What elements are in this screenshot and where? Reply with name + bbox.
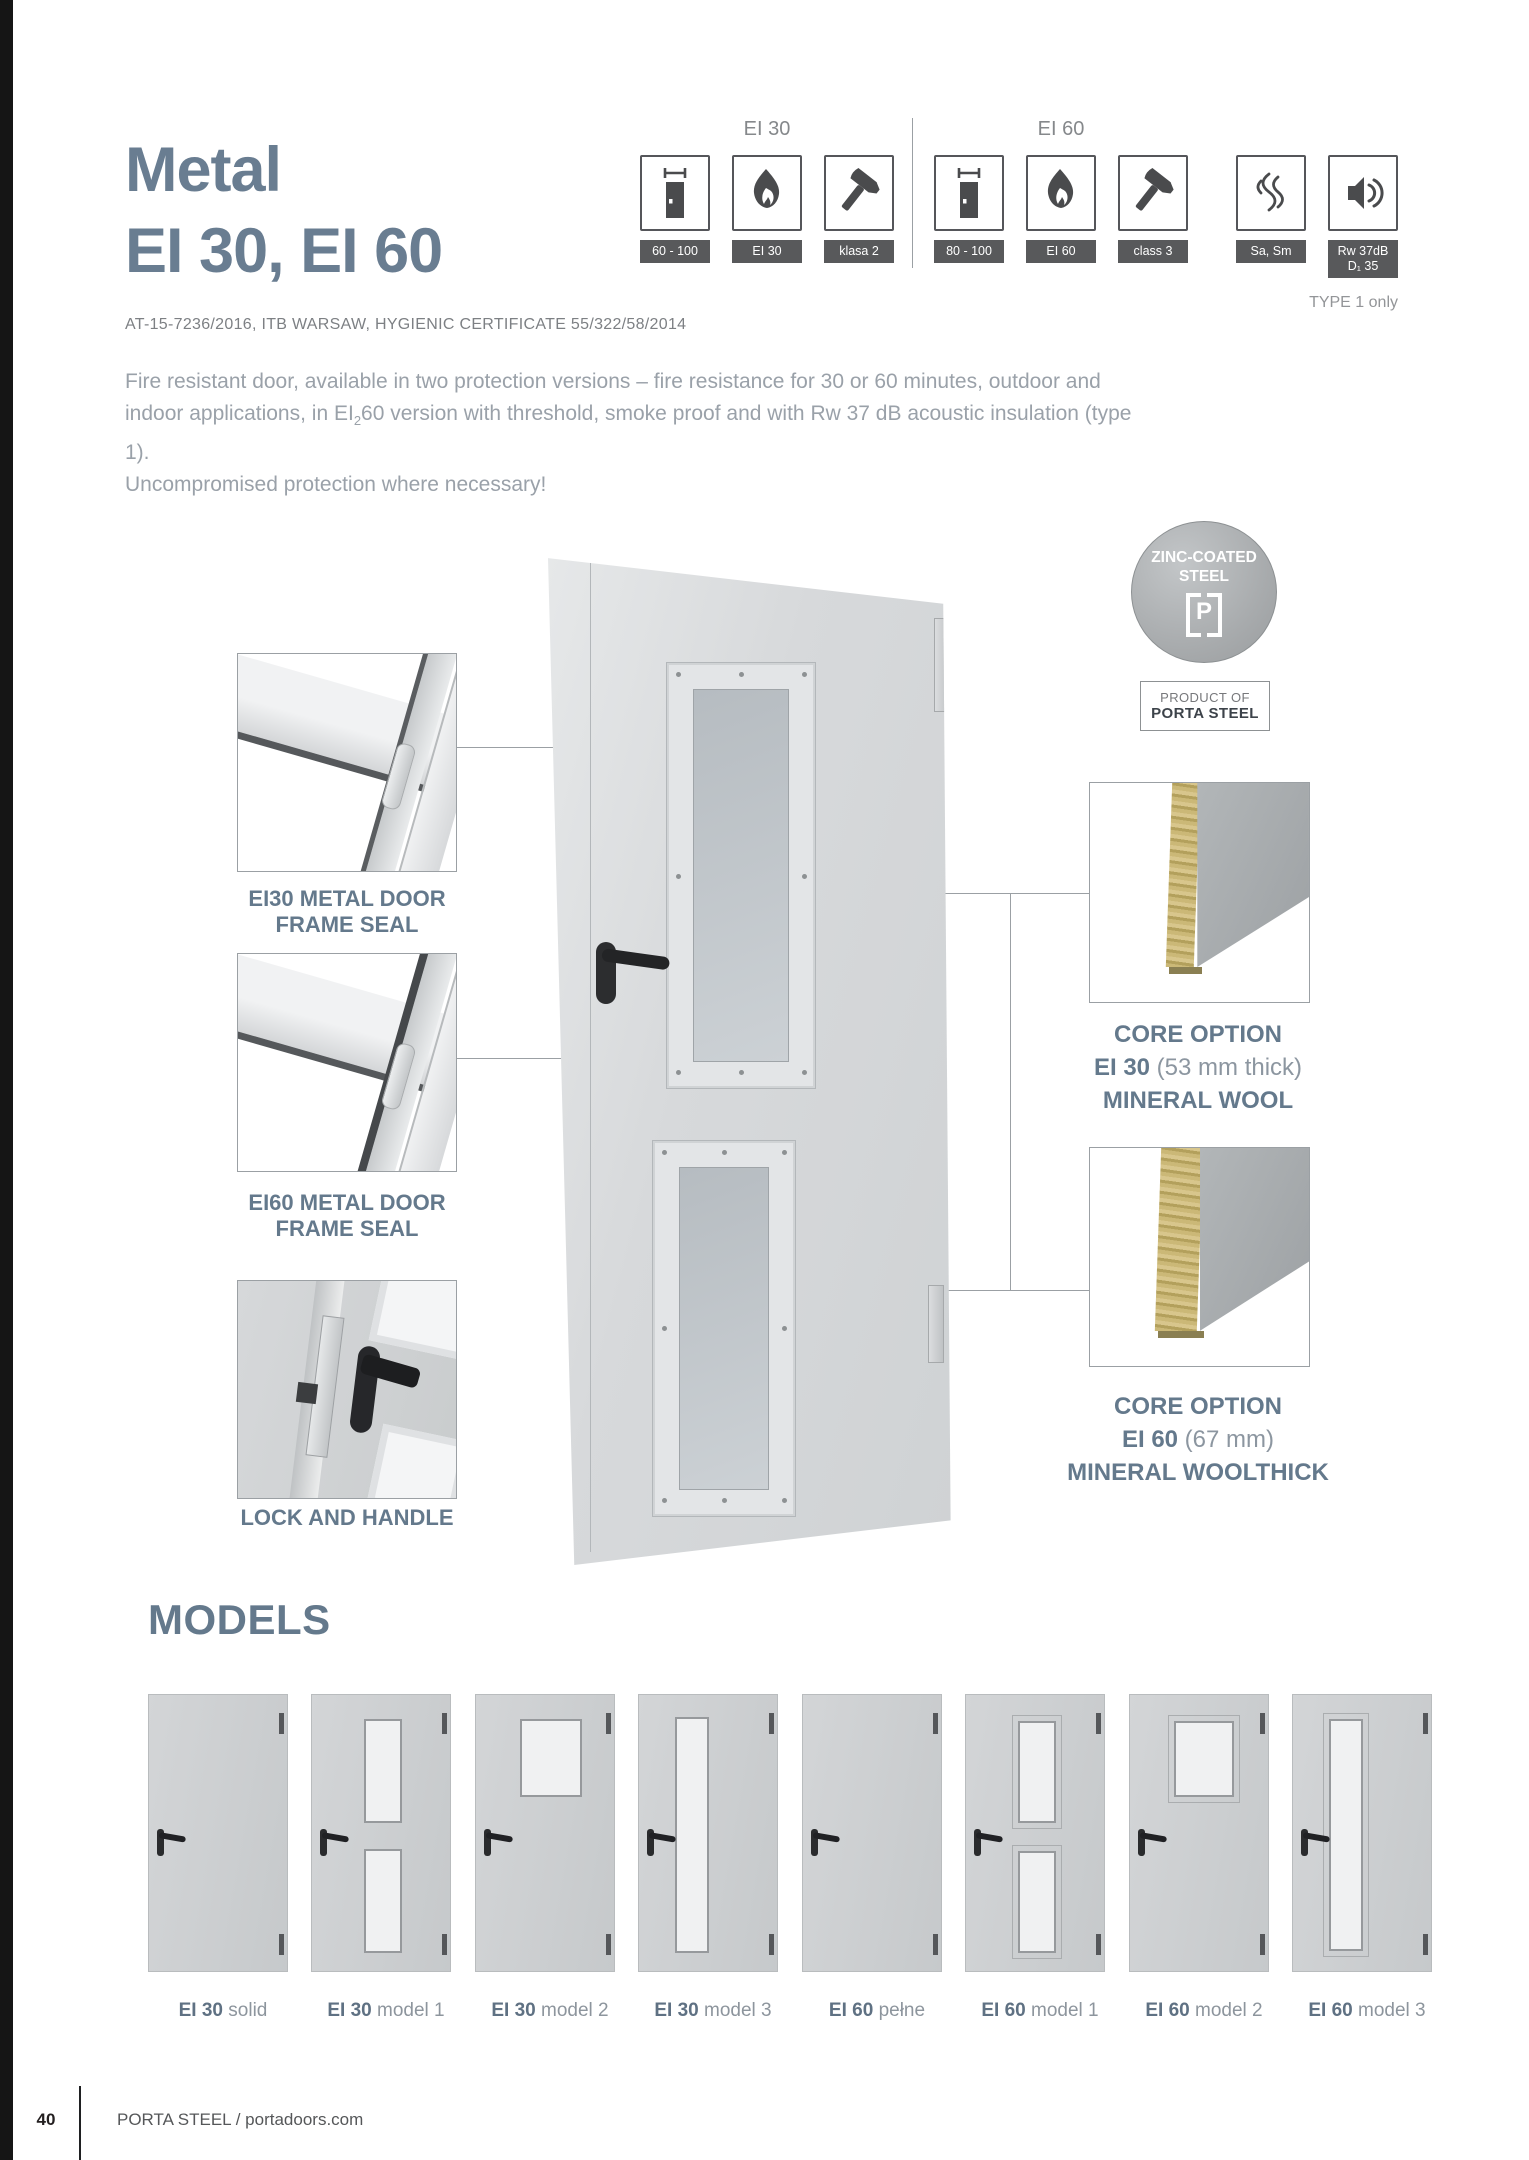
core-ei30-caption: [1048, 1018, 1348, 1117]
model-name: EI 30: [491, 2000, 536, 2021]
hinge: [606, 1934, 611, 1955]
model-name: EI 30: [178, 2000, 223, 2021]
rating-group-divider: [912, 118, 913, 268]
core-caption-model: [1048, 1051, 1348, 1084]
hinge: [1260, 1934, 1265, 1955]
lock-illustration: [238, 1281, 456, 1498]
model-name: EI 30: [327, 2000, 372, 2021]
description-line2-post: 60 version with threshold, smoke proof and with Rw 37 dB acoustic insulation (type 1).: [125, 402, 1132, 465]
model-label: [148, 2000, 298, 2022]
window-screws: [662, 1150, 667, 1155]
panel-foot: [1169, 967, 1202, 974]
model-door-image: [638, 1694, 778, 1972]
rating-label: klasa 2: [824, 240, 894, 263]
door-hinge-bottom: [928, 1285, 944, 1363]
type-1-only-note: TYPE 1 only: [1309, 294, 1398, 311]
rating-group-ei60-label: EI 60: [1037, 118, 1085, 140]
model-name: EI 60: [1308, 2000, 1353, 2021]
smoke-icon: [1236, 155, 1306, 231]
core-material: MINERAL WOOLTHICK: [1067, 1459, 1329, 1486]
model-label: [802, 2000, 952, 2022]
steel-face: [1200, 1148, 1310, 1331]
rating-ei60-acoustic: [1328, 155, 1398, 278]
description-line2-sub: 2: [353, 413, 362, 429]
rating-ei60-smoke: [1236, 155, 1306, 263]
core-detail: (53 mm thick): [1150, 1054, 1303, 1081]
door-window-glass: [679, 1167, 769, 1490]
connector-line: [457, 747, 560, 748]
logo-letter: P: [1195, 597, 1212, 625]
models-section-heading: MODELS: [148, 1596, 331, 1643]
door-window: [364, 1719, 402, 1823]
model-label: [1129, 2000, 1279, 2022]
rating-label: 60 - 100: [640, 240, 710, 263]
door-window: [1018, 1851, 1056, 1953]
connector-line: [1010, 893, 1011, 1290]
mineral-wool-core: [1166, 783, 1201, 967]
core-model: EI 60: [1121, 1426, 1179, 1453]
model-name: EI 60: [1145, 2000, 1190, 2021]
hinge: [442, 1934, 447, 1955]
model-variant: pełne: [873, 2000, 926, 2021]
model-door-image: [311, 1694, 451, 1972]
rating-label: 80 - 100: [934, 240, 1004, 263]
description-line1: Fire resistant door, available in two protection versions – fire resistance for 30 or 60 minutes, outdoor and: [125, 370, 1101, 393]
model-card-ei30-model3: [638, 1692, 788, 1975]
description-line3: Uncompromised protection where necessary!: [125, 473, 547, 497]
door-window: [520, 1719, 582, 1797]
core-ei60-caption: [1048, 1390, 1348, 1489]
rating-ei30-fire: [732, 155, 802, 263]
core-model: EI 30: [1093, 1054, 1151, 1081]
model-label: [1292, 2000, 1442, 2022]
door-window: [1018, 1721, 1056, 1823]
door-width-icon: [640, 155, 710, 231]
door-leaf-seam: [590, 562, 591, 1552]
door-window: [675, 1717, 709, 1953]
caption-line1: EI60 METAL DOOR: [248, 1190, 446, 1215]
hinge: [606, 1713, 611, 1734]
model-label: [475, 2000, 625, 2022]
zinc-badge-line2: STEEL: [1179, 567, 1229, 585]
core-caption-model: [1048, 1423, 1348, 1456]
rating-ei30-width: [640, 155, 710, 263]
rating-ei30-mechanical: [824, 155, 894, 263]
speaker-icon: [1328, 155, 1398, 231]
model-variant: model 3: [1352, 2000, 1426, 2021]
model-label: [965, 2000, 1115, 2022]
door-window-bottom: [652, 1140, 796, 1517]
model-card-ei60-model1: [965, 1692, 1115, 1975]
ei60-frame-seal-image: [237, 953, 457, 1172]
panel-foot: [1158, 1331, 1204, 1338]
rating-ei60-fire: [1026, 155, 1096, 263]
flame-icon: [732, 155, 802, 231]
core-ei30-image: [1089, 782, 1310, 1003]
core-caption-heading: CORE OPTION: [1113, 1393, 1282, 1420]
model-variant: model 3: [698, 2000, 772, 2021]
hinge: [442, 1713, 447, 1734]
rating-ei60-mechanical: [1118, 155, 1188, 263]
rating-label: EI 30: [732, 240, 802, 263]
rating-label-acoustic: [1328, 240, 1398, 278]
hinge: [279, 1713, 284, 1734]
rating-group-ei30-label: EI 30: [743, 118, 791, 140]
model-card-ei60-model2: [1129, 1692, 1279, 1975]
hinge: [933, 1934, 938, 1955]
hinge: [1423, 1934, 1428, 1955]
model-card-ei30-model2: [475, 1692, 625, 1975]
footer-divider: [79, 2086, 81, 2160]
model-card-ei30-model1: [311, 1692, 461, 1975]
rating-label: class 3: [1118, 240, 1188, 263]
model-card-ei30-solid: [148, 1692, 298, 1975]
model-variant: model 2: [535, 2000, 609, 2021]
footer-text: PORTA STEEL / portadoors.com: [117, 2110, 364, 2129]
acoustic-label-line2: D₁ 35: [1347, 259, 1379, 273]
product-of-porta-steel-badge: [1140, 681, 1270, 731]
hinge: [1423, 1713, 1428, 1734]
product-of-line2: PORTA STEEL: [1151, 705, 1259, 722]
hinge: [769, 1934, 774, 1955]
steel-face: [1197, 783, 1309, 967]
model-variant: model 2: [1189, 2000, 1263, 2021]
window-screws: [676, 672, 681, 677]
page-binding-strip: [0, 0, 13, 2160]
model-door-image: [475, 1694, 615, 1972]
door-window: [1174, 1721, 1234, 1797]
frame-seal-illustration: [238, 654, 456, 871]
core-ei60-image: [1089, 1147, 1310, 1367]
hinge: [933, 1713, 938, 1734]
lock-bolt: [296, 1382, 318, 1404]
hammer-icon: [824, 155, 894, 231]
hinge: [279, 1934, 284, 1955]
lock-and-handle-image: [237, 1280, 457, 1499]
ei30-frame-seal-caption: [217, 886, 477, 938]
page-title-line1: Metal: [125, 135, 282, 205]
page-title-line2: EI 30, EI 60: [125, 216, 443, 286]
model-card-ei60-model3: [1292, 1692, 1442, 1975]
door-window-top: [666, 662, 816, 1089]
model-door-image: [802, 1694, 942, 1972]
rating-label: Sa, Sm: [1236, 240, 1306, 263]
ei60-frame-seal-caption: [217, 1190, 477, 1242]
model-variant: solid: [223, 2000, 268, 2021]
model-label: [638, 2000, 788, 2022]
zinc-coated-steel-badge: [1131, 521, 1277, 663]
acoustic-label-line1: Rw 37dB: [1337, 244, 1389, 258]
hinge: [1096, 1934, 1101, 1955]
connector-line: [945, 893, 1089, 894]
zinc-badge-line1: ZINC-COATED: [1151, 548, 1257, 566]
porta-logo-icon: [1186, 593, 1222, 637]
frame-seal-illustration: [238, 954, 456, 1171]
model-door-image: [965, 1694, 1105, 1972]
model-door-image: [1292, 1694, 1432, 1972]
model-variant: model 1: [371, 2000, 445, 2021]
product-description: [125, 366, 1155, 501]
model-name: EI 60: [828, 2000, 874, 2021]
hinge: [769, 1713, 774, 1734]
door-window: [1329, 1719, 1363, 1951]
caption-line2: FRAME SEAL: [275, 912, 419, 937]
connector-line: [457, 1058, 575, 1059]
caption-line1: EI30 METAL DOOR: [248, 886, 446, 911]
door-hinge-top: [934, 618, 950, 712]
hinge: [1260, 1713, 1265, 1734]
description-line2: [125, 398, 1155, 469]
door-width-icon: [934, 155, 1004, 231]
product-of-line1: PRODUCT OF: [1160, 690, 1250, 705]
ei30-frame-seal-image: [237, 653, 457, 872]
core-material: MINERAL WOOL: [1102, 1087, 1294, 1114]
certificate-text: AT-15-7236/2016, ITB WARSAW, HYGIENIC CERTIFICATE 55/322/58/2014: [125, 316, 687, 333]
core-caption-heading: CORE OPTION: [1113, 1021, 1282, 1048]
mineral-wool-core: [1155, 1148, 1203, 1331]
page-number: 40: [36, 2110, 56, 2129]
model-label: [311, 2000, 461, 2022]
model-door-image: [1129, 1694, 1269, 1972]
main-door-image: [548, 550, 958, 1565]
core-detail: (67 mm): [1178, 1426, 1275, 1453]
hammer-icon: [1118, 155, 1188, 231]
model-variant: model 1: [1025, 2000, 1099, 2021]
model-name: EI 30: [654, 2000, 699, 2021]
lock-caption: LOCK AND HANDLE: [240, 1505, 454, 1530]
door-window: [364, 1849, 402, 1953]
rating-label: EI 60: [1026, 240, 1096, 263]
hinge: [1096, 1713, 1101, 1734]
door-window-glass: [693, 689, 789, 1062]
model-name: EI 60: [981, 2000, 1026, 2021]
description-line2-pre: indoor applications, in EI: [125, 402, 354, 425]
rating-ei60-width: [934, 155, 1004, 263]
caption-line2: FRAME SEAL: [275, 1216, 419, 1241]
model-card-ei60-pelne: [802, 1692, 952, 1975]
flame-icon: [1026, 155, 1096, 231]
model-door-image: [148, 1694, 288, 1972]
page-title: [125, 130, 442, 292]
